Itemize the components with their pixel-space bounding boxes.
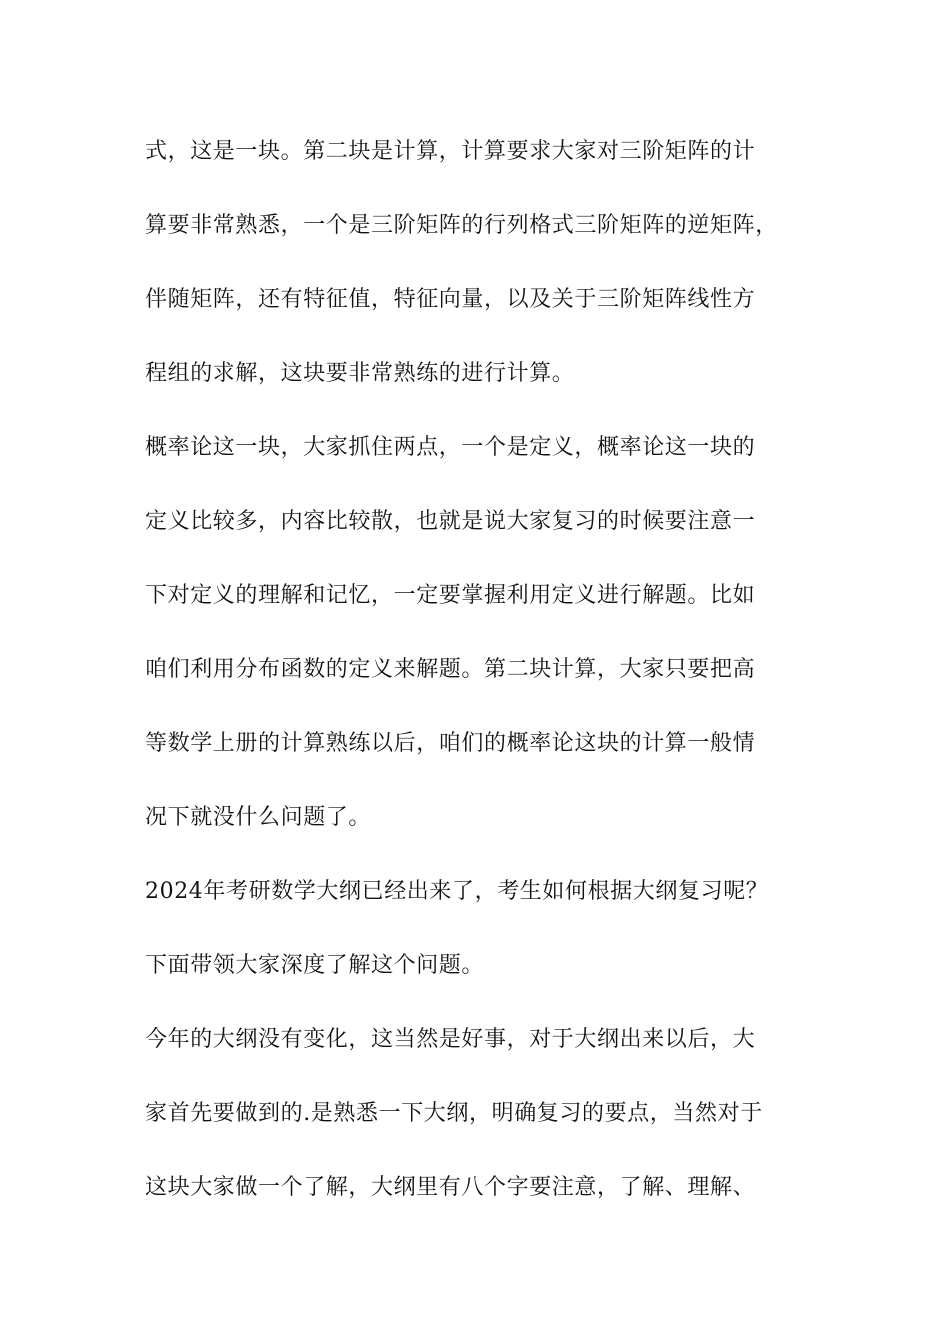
text-line: 伴随矩阵，还有特征值，特征向量，以及关于三阶矩阵线性方: [145, 287, 756, 312]
text-line: 家首先要做到的.是熟悉一下大纲，明确复习的要点，当然对于: [145, 1101, 763, 1126]
text-line: 概率论这一块，大家抓住两点，一个是定义，概率论这一块的: [145, 435, 756, 460]
text-line: 定义比较多，内容比较散，也就是说大家复习的时候要注意一: [145, 509, 756, 534]
text-line: 等数学上册的计算熟练以后，咱们的概率论这块的计算一般情: [145, 731, 756, 756]
text-line: 下对定义的理解和记忆，一定要掌握利用定义进行解题。比如: [145, 583, 756, 608]
text-line: 式，这是一块。第二块是计算，计算要求大家对三阶矩阵的计: [145, 139, 756, 164]
text-line: 况下就没什么问题了。: [145, 805, 372, 830]
text-line: 程组的求解，这块要非常熟练的进行计算。: [145, 361, 575, 386]
text-line: 算要非常熟悉，一个是三阶矩阵的行列格式三阶矩阵的逆矩阵，: [145, 213, 778, 238]
document-body: [145, 130, 810, 1240]
text-line: 这块大家做一个了解，大纲里有八个字要注意，了解、理解、: [145, 1175, 756, 1200]
text-line: 2024年考研数学大纲已经出来了，考生如何根据大纲复习呢？: [145, 879, 769, 904]
text-line: 咱们利用分布函数的定义来解题。第二块计算，大家只要把高: [145, 657, 756, 682]
text-line: 下面带领大家深度了解这个问题。: [145, 953, 485, 978]
text-line: 今年的大纲没有变化，这当然是好事，对于大纲出来以后，大: [145, 1027, 756, 1052]
